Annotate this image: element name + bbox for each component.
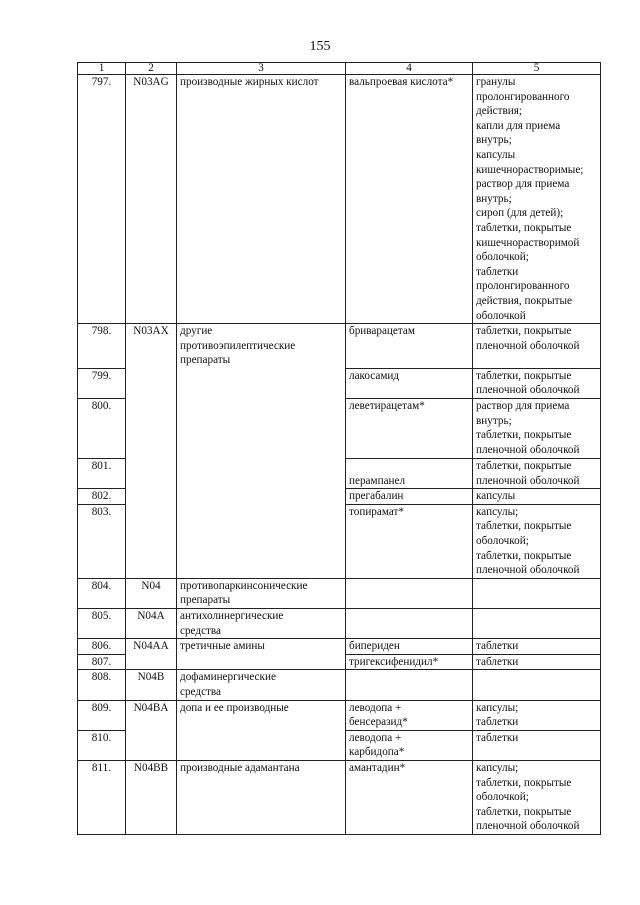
row-number: 806. [78,639,126,655]
column-header: 3 [177,63,346,75]
drug-name: перампанел [346,459,473,489]
atc-code: N03AG [126,75,177,324]
row-number: 798. [78,324,126,369]
row-number: 811. [78,760,126,834]
table-row [78,489,601,505]
dosage-forms: таблетки [473,654,601,670]
dosage-forms [473,670,601,700]
drug-name [346,670,473,700]
table-row [78,368,601,398]
row-number: 809. [78,700,126,730]
table-row [78,399,601,459]
drug-name [346,609,473,639]
drug-name: бипериден [346,639,473,655]
table-row [78,324,601,369]
row-number: 802. [78,489,126,505]
group-name: дофаминергические средства [177,670,346,700]
table-row [78,760,601,834]
drug-name [346,578,473,608]
table-row [78,700,601,730]
dosage-forms: таблетки, покрытые пленочной оболочкой [473,324,601,369]
dosage-forms: капсулы; таблетки, покрытые оболочкой; таблетки, покрытые пленочной оболочкой [473,760,601,834]
atc-code [126,459,177,489]
dosage-forms: капсулы; таблетки [473,700,601,730]
drug-name: вальпроевая кислота* [346,75,473,324]
row-number: 800. [78,399,126,459]
drug-name: лакосамид [346,368,473,398]
table-row [78,75,601,324]
table-row [78,670,601,700]
column-header: 2 [126,63,177,75]
drug-name: топирамат* [346,504,473,578]
drug-name: прегабалин [346,489,473,505]
group-name: производные жирных кислот [177,75,346,324]
row-number: 808. [78,670,126,700]
group-name: другие противоэпилептические препараты [177,324,346,369]
group-name [177,489,346,505]
atc-code: N04BA [126,700,177,730]
group-name [177,504,346,578]
atc-code: N04BB [126,760,177,834]
dosage-forms: капсулы [473,489,601,505]
table-row [78,639,601,655]
group-name [177,459,346,489]
group-name [177,368,346,398]
table-row [78,578,601,608]
atc-code [126,489,177,505]
drug-name: леводопа + карбидопа* [346,730,473,760]
table-row [78,504,601,578]
atc-code [126,730,177,760]
drug-table [77,62,601,835]
row-number: 803. [78,504,126,578]
drug-name: леводопа + бенсеразид* [346,700,473,730]
atc-code: N04 [126,578,177,608]
group-name: противопаркинсонические препараты [177,578,346,608]
group-name: третичные амины [177,639,346,655]
atc-code: N03AX [126,324,177,369]
group-name: антихолинергические средства [177,609,346,639]
dosage-forms: таблетки, покрытые пленочной оболочкой [473,459,601,489]
row-number: 810. [78,730,126,760]
group-name [177,654,346,670]
row-number: 807. [78,654,126,670]
dosage-forms [473,609,601,639]
table-row [78,459,601,489]
drug-name: тригексифенидил* [346,654,473,670]
table-row [78,730,601,760]
group-name [177,730,346,760]
dosage-forms: капсулы; таблетки, покрытые оболочкой; таблетки, покрытые пленочной оболочкой [473,504,601,578]
drug-name: амантадин* [346,760,473,834]
table-row [78,609,601,639]
drug-name: бриварацетам [346,324,473,369]
atc-code [126,654,177,670]
page-number: 155 [309,39,331,54]
dosage-forms: таблетки [473,639,601,655]
header-row [78,63,601,75]
row-number: 797. [78,75,126,324]
row-number: 805. [78,609,126,639]
column-header: 5 [473,63,601,75]
atc-code: N04AA [126,639,177,655]
atc-code [126,368,177,398]
row-number: 799. [78,368,126,398]
column-header: 4 [346,63,473,75]
dosage-forms: раствор для приема внутрь; таблетки, покрытые пленочной оболочкой [473,399,601,459]
group-name: производные адамантана [177,760,346,834]
dosage-forms: таблетки [473,730,601,760]
column-header: 1 [78,63,126,75]
dosage-forms: гранулы пролонгированного действия; капли для приема внутрь; капсулы кишечнорастворимые; раствор для приема внутрь; сироп (для детей); таблетки, покрытые кишечнорастворимой оболочкой; таблетки пролонгированного действия, покрытые оболочкой [473,75,601,324]
atc-code: N04A [126,609,177,639]
drug-name: леветирацетам* [346,399,473,459]
atc-code [126,504,177,578]
atc-code: N04B [126,670,177,700]
group-name: допа и ее производные [177,700,346,730]
group-name [177,399,346,459]
atc-code [126,399,177,459]
row-number: 801. [78,459,126,489]
dosage-forms: таблетки, покрытые пленочной оболочкой [473,368,601,398]
row-number: 804. [78,578,126,608]
dosage-forms [473,578,601,608]
table-row [78,654,601,670]
